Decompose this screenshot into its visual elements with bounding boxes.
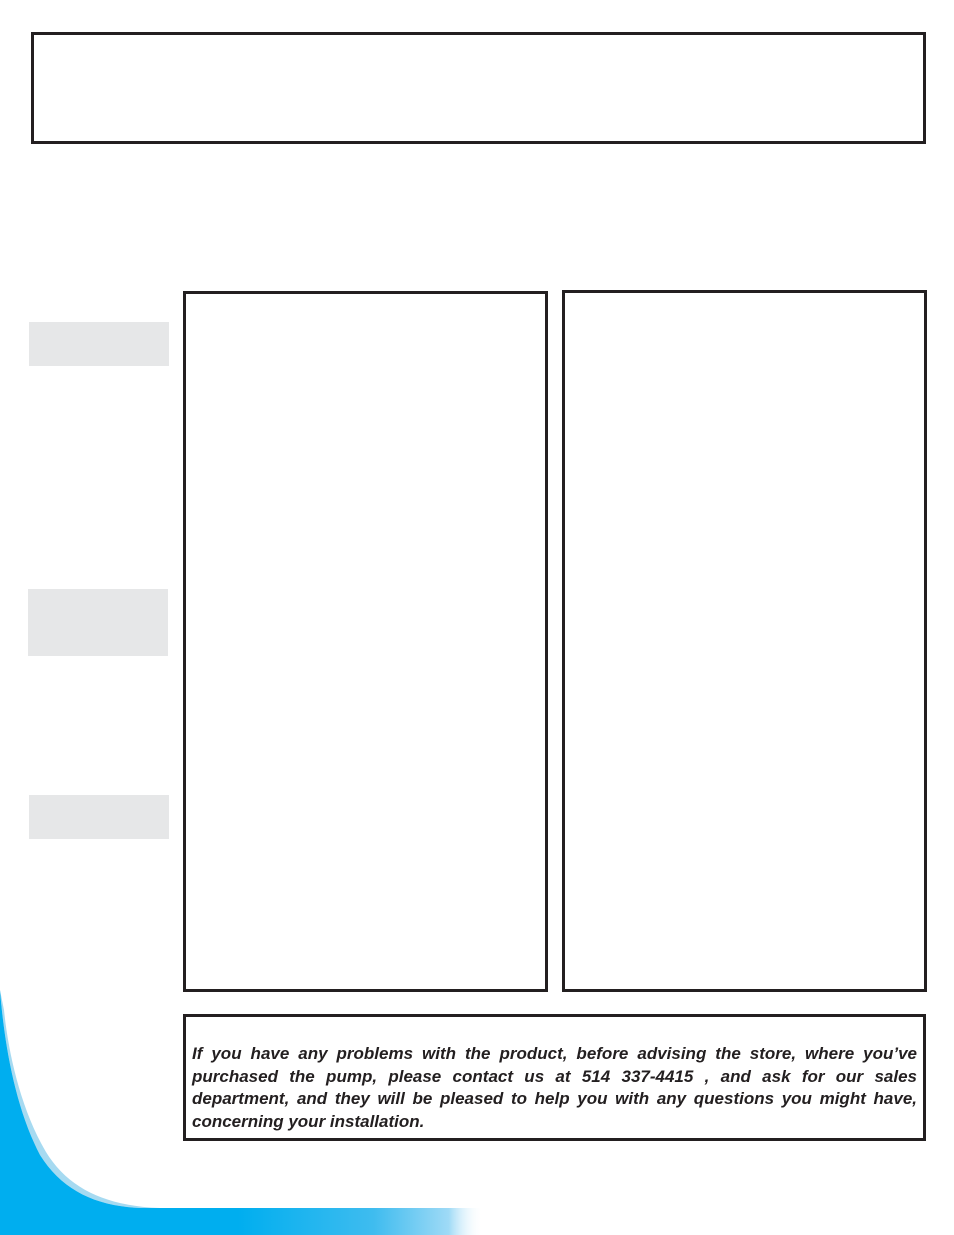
right-column-box (562, 290, 927, 992)
section-tab-3 (29, 795, 169, 839)
title-box (31, 32, 926, 144)
blue-swoosh-decoration (0, 980, 954, 1235)
section-tab-1 (29, 322, 169, 366)
left-column-box (183, 291, 548, 992)
section-tab-2 (28, 589, 168, 656)
contact-notice-text: If you have any problems with the product, before advising the store, where you’ve purchased the pump, please contact us at 514 337-4415 , and ask for our sales department, and they will be pleased to help you with any questions you might have, concerning your installation. (192, 1044, 917, 1131)
